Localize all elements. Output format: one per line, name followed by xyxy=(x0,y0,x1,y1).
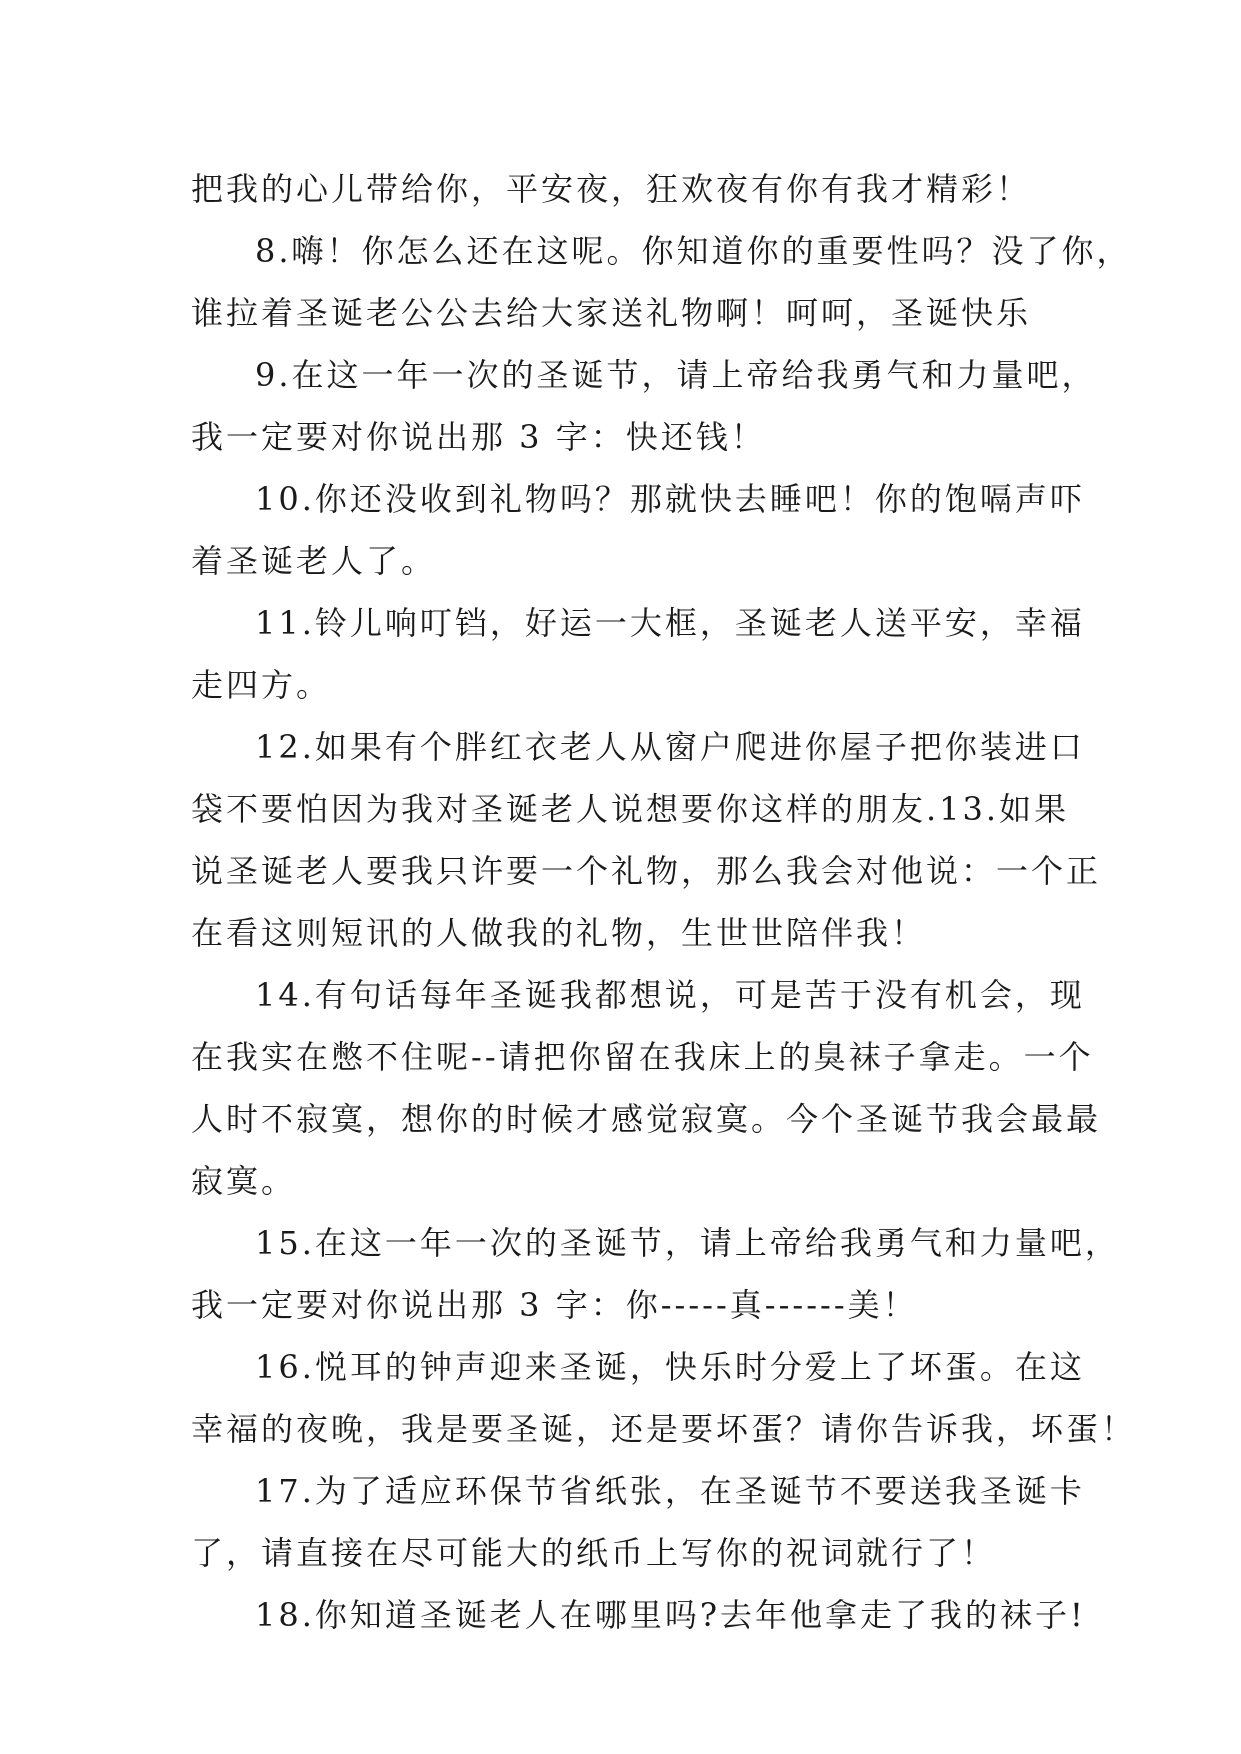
text-line: 走四方。 xyxy=(191,666,332,704)
text-line: 把我的心儿带给你，平安夜，狂欢夜有你有我才精彩！ xyxy=(191,170,1032,208)
text-line: 寂寞。 xyxy=(191,1162,297,1200)
text-line: 我一定要对你说出那 3 字：你-----真------美！ xyxy=(191,1286,918,1324)
text-line: 15.在这一年一次的圣诞节，请上帝给我勇气和力量吧， xyxy=(255,1224,1120,1262)
text-line: 幸福的夜晚，我是要圣诞，还是要坏蛋？请你告诉我，坏蛋！ xyxy=(191,1410,1137,1448)
text-line: 8.嗨！你怎么还在这呢。你知道你的重要性吗？没了你， xyxy=(255,232,1132,270)
text-line: 11.铃儿响叮铛，好运一大框，圣诞老人送平安，幸福 xyxy=(255,604,1085,642)
text-line: 17.为了适应环保节省纸张，在圣诞节不要送我圣诞卡 xyxy=(255,1472,1085,1510)
text-line: 袋不要怕因为我对圣诞老人说想要你这样的朋友.13.如果 xyxy=(191,790,1070,828)
text-line: 谁拉着圣诞老公公去给大家送礼物啊！呵呵，圣诞快乐 xyxy=(191,294,1032,332)
text-line: 12.如果有个胖红衣老人从窗户爬进你屋子把你装进口 xyxy=(255,728,1085,766)
text-line: 10.你还没收到礼物吗？那就快去睡吧！你的饱嗝声吓 xyxy=(255,480,1085,518)
text-line: 我一定要对你说出那 3 字：快还钱！ xyxy=(191,418,766,456)
text-line: 9.在这一年一次的圣诞节，请上帝给我勇气和力量吧， xyxy=(255,356,1097,394)
text-line: 在看这则短讯的人做我的礼物，生世世陪伴我！ xyxy=(191,914,927,952)
text-line: 14.有句话每年圣诞我都想说，可是苦于没有机会，现 xyxy=(255,976,1085,1014)
text-line: 18.你知道圣诞老人在哪里吗?去年他拿走了我的袜子! xyxy=(255,1596,1086,1634)
text-line: 了，请直接在尽可能大的纸币上写你的祝词就行了！ xyxy=(191,1534,997,1572)
text-line: 16.悦耳的钟声迎来圣诞，快乐时分爱上了坏蛋。在这 xyxy=(255,1348,1085,1386)
text-line: 在我实在憋不住呢--请把你留在我床上的臭袜子拿走。一个 xyxy=(191,1038,1094,1076)
text-line: 人时不寂寞，想你的时候才感觉寂寞。今个圣诞节我会最最 xyxy=(191,1100,1102,1138)
body-text xyxy=(191,158,1137,1646)
text-line: 着圣诞老人了。 xyxy=(191,542,437,580)
text-line: 说圣诞老人要我只许要一个礼物，那么我会对他说：一个正 xyxy=(191,852,1102,890)
